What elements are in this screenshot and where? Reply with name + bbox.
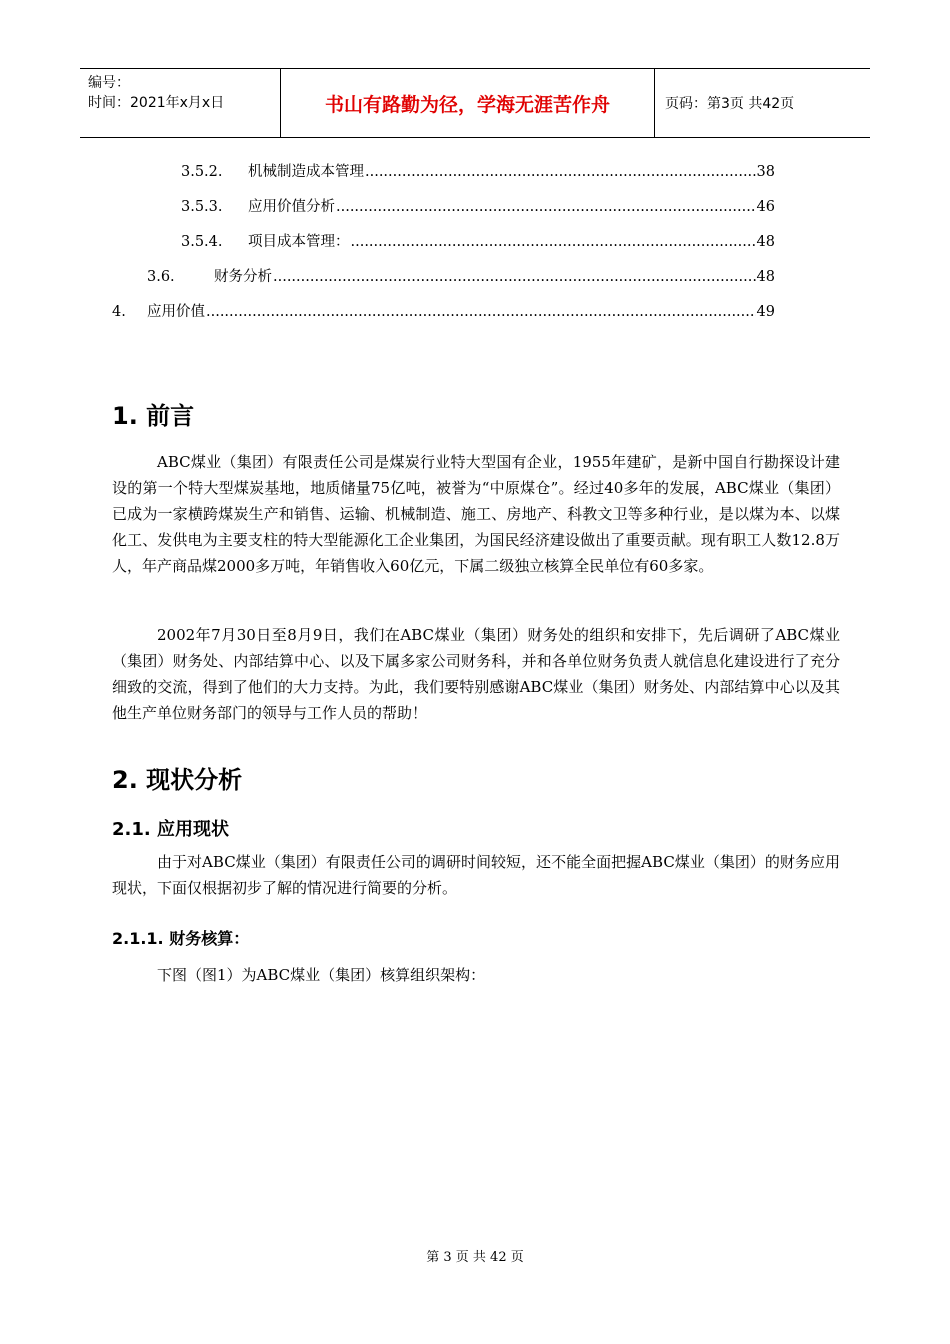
toc-page: 46: [756, 199, 775, 215]
header-meta-cell: [80, 69, 281, 137]
toc-entry[interactable]: [181, 230, 775, 252]
toc-title: 项目成本管理：: [248, 234, 350, 250]
toc-entry[interactable]: [112, 300, 775, 322]
toc-title: 机械制造成本管理: [248, 164, 364, 180]
toc-number: 3.5.4.: [181, 234, 223, 250]
toc-title: 应用价值分析: [248, 199, 335, 215]
page-footer: 第 3 页 共 42 页: [426, 1250, 524, 1265]
toc-entry[interactable]: [147, 265, 775, 287]
toc-title: 应用价值: [147, 304, 205, 320]
header-motto: 书山有路勤为径，学海无涯苦作舟: [281, 69, 655, 137]
section-heading-status: 2. 现状分析: [112, 766, 243, 794]
preface-paragraph-2: 2002年7月30日至8月9日，我们在ABC煤业（集团）财务处的组织和安排下，先后调研了ABC煤业（集团）财务处、内部结算中心、以及下属多家公司财务科，并和各单位财务负责人就信息化建设进行了充分细致的交流，得到了他们的大力支持。为此，我们要特别感谢ABC煤业（集团）财务处、内部结算中心以及其他生产单位财务部门的领导与工作人员的帮助！: [112, 626, 840, 722]
toc-number: 3.5.2.: [181, 164, 223, 180]
toc-leader: [365, 164, 756, 180]
header-time-label: 时间：2021年x月x日: [88, 95, 225, 111]
toc-number: 3.5.3.: [181, 199, 223, 215]
page-header: [80, 68, 870, 138]
toc-title: 财务分析: [214, 269, 272, 285]
toc-number: 3.6.: [147, 269, 175, 285]
toc-leader: [351, 234, 756, 250]
toc-number: 4.: [112, 304, 126, 320]
toc-leader: [336, 199, 756, 215]
toc-page: 38: [756, 164, 775, 180]
toc-leader: [206, 304, 756, 320]
header-number-label: 编号：: [88, 75, 130, 91]
section-heading-preface: 1. 前言: [112, 402, 195, 430]
toc-leader: [273, 269, 756, 285]
preface-paragraph-1: ABC煤业（集团）有限责任公司是煤炭行业特大型国有企业，1955年建矿，是新中国自行勘探设计建设的第一个特大型煤炭基地，地质储量75亿吨，被誉为“中原煤仓”。经过40多年的发展，ABC煤业（集团）已成为一家横跨煤炭生产和销售、运输、机械制造、施工、房地产、科教文卫等多种行业，是以煤为本、以煤化工、发供电为主要支柱的特大型能源化工企业集团，为国民经济建设做出了重要贡献。现有职工人数12.8万人，年产商品煤2000多万吨，年销售收入60亿元，下属二级独立核算全民单位有60多家。: [112, 453, 840, 575]
toc-entry[interactable]: [181, 160, 775, 182]
header-page-info: 页码：第3页 共42页: [665, 96, 795, 112]
subsection-heading-application: 2.1. 应用现状: [112, 819, 229, 840]
toc-page: 49: [756, 304, 775, 320]
application-paragraph: 由于对ABC煤业（集团）有限责任公司的调研时间较短，还不能全面把握ABC煤业（集团）的财务应用现状，下面仅根据初步了解的情况进行简要的分析。: [112, 853, 840, 897]
accounting-paragraph: 下图（图1）为ABC煤业（集团）核算组织架构：: [157, 966, 486, 984]
subsubsection-heading-accounting: 2.1.1. 财务核算：: [112, 929, 250, 948]
toc-page: 48: [756, 269, 775, 285]
toc-entry[interactable]: [181, 195, 775, 217]
toc-page: 48: [756, 234, 775, 250]
